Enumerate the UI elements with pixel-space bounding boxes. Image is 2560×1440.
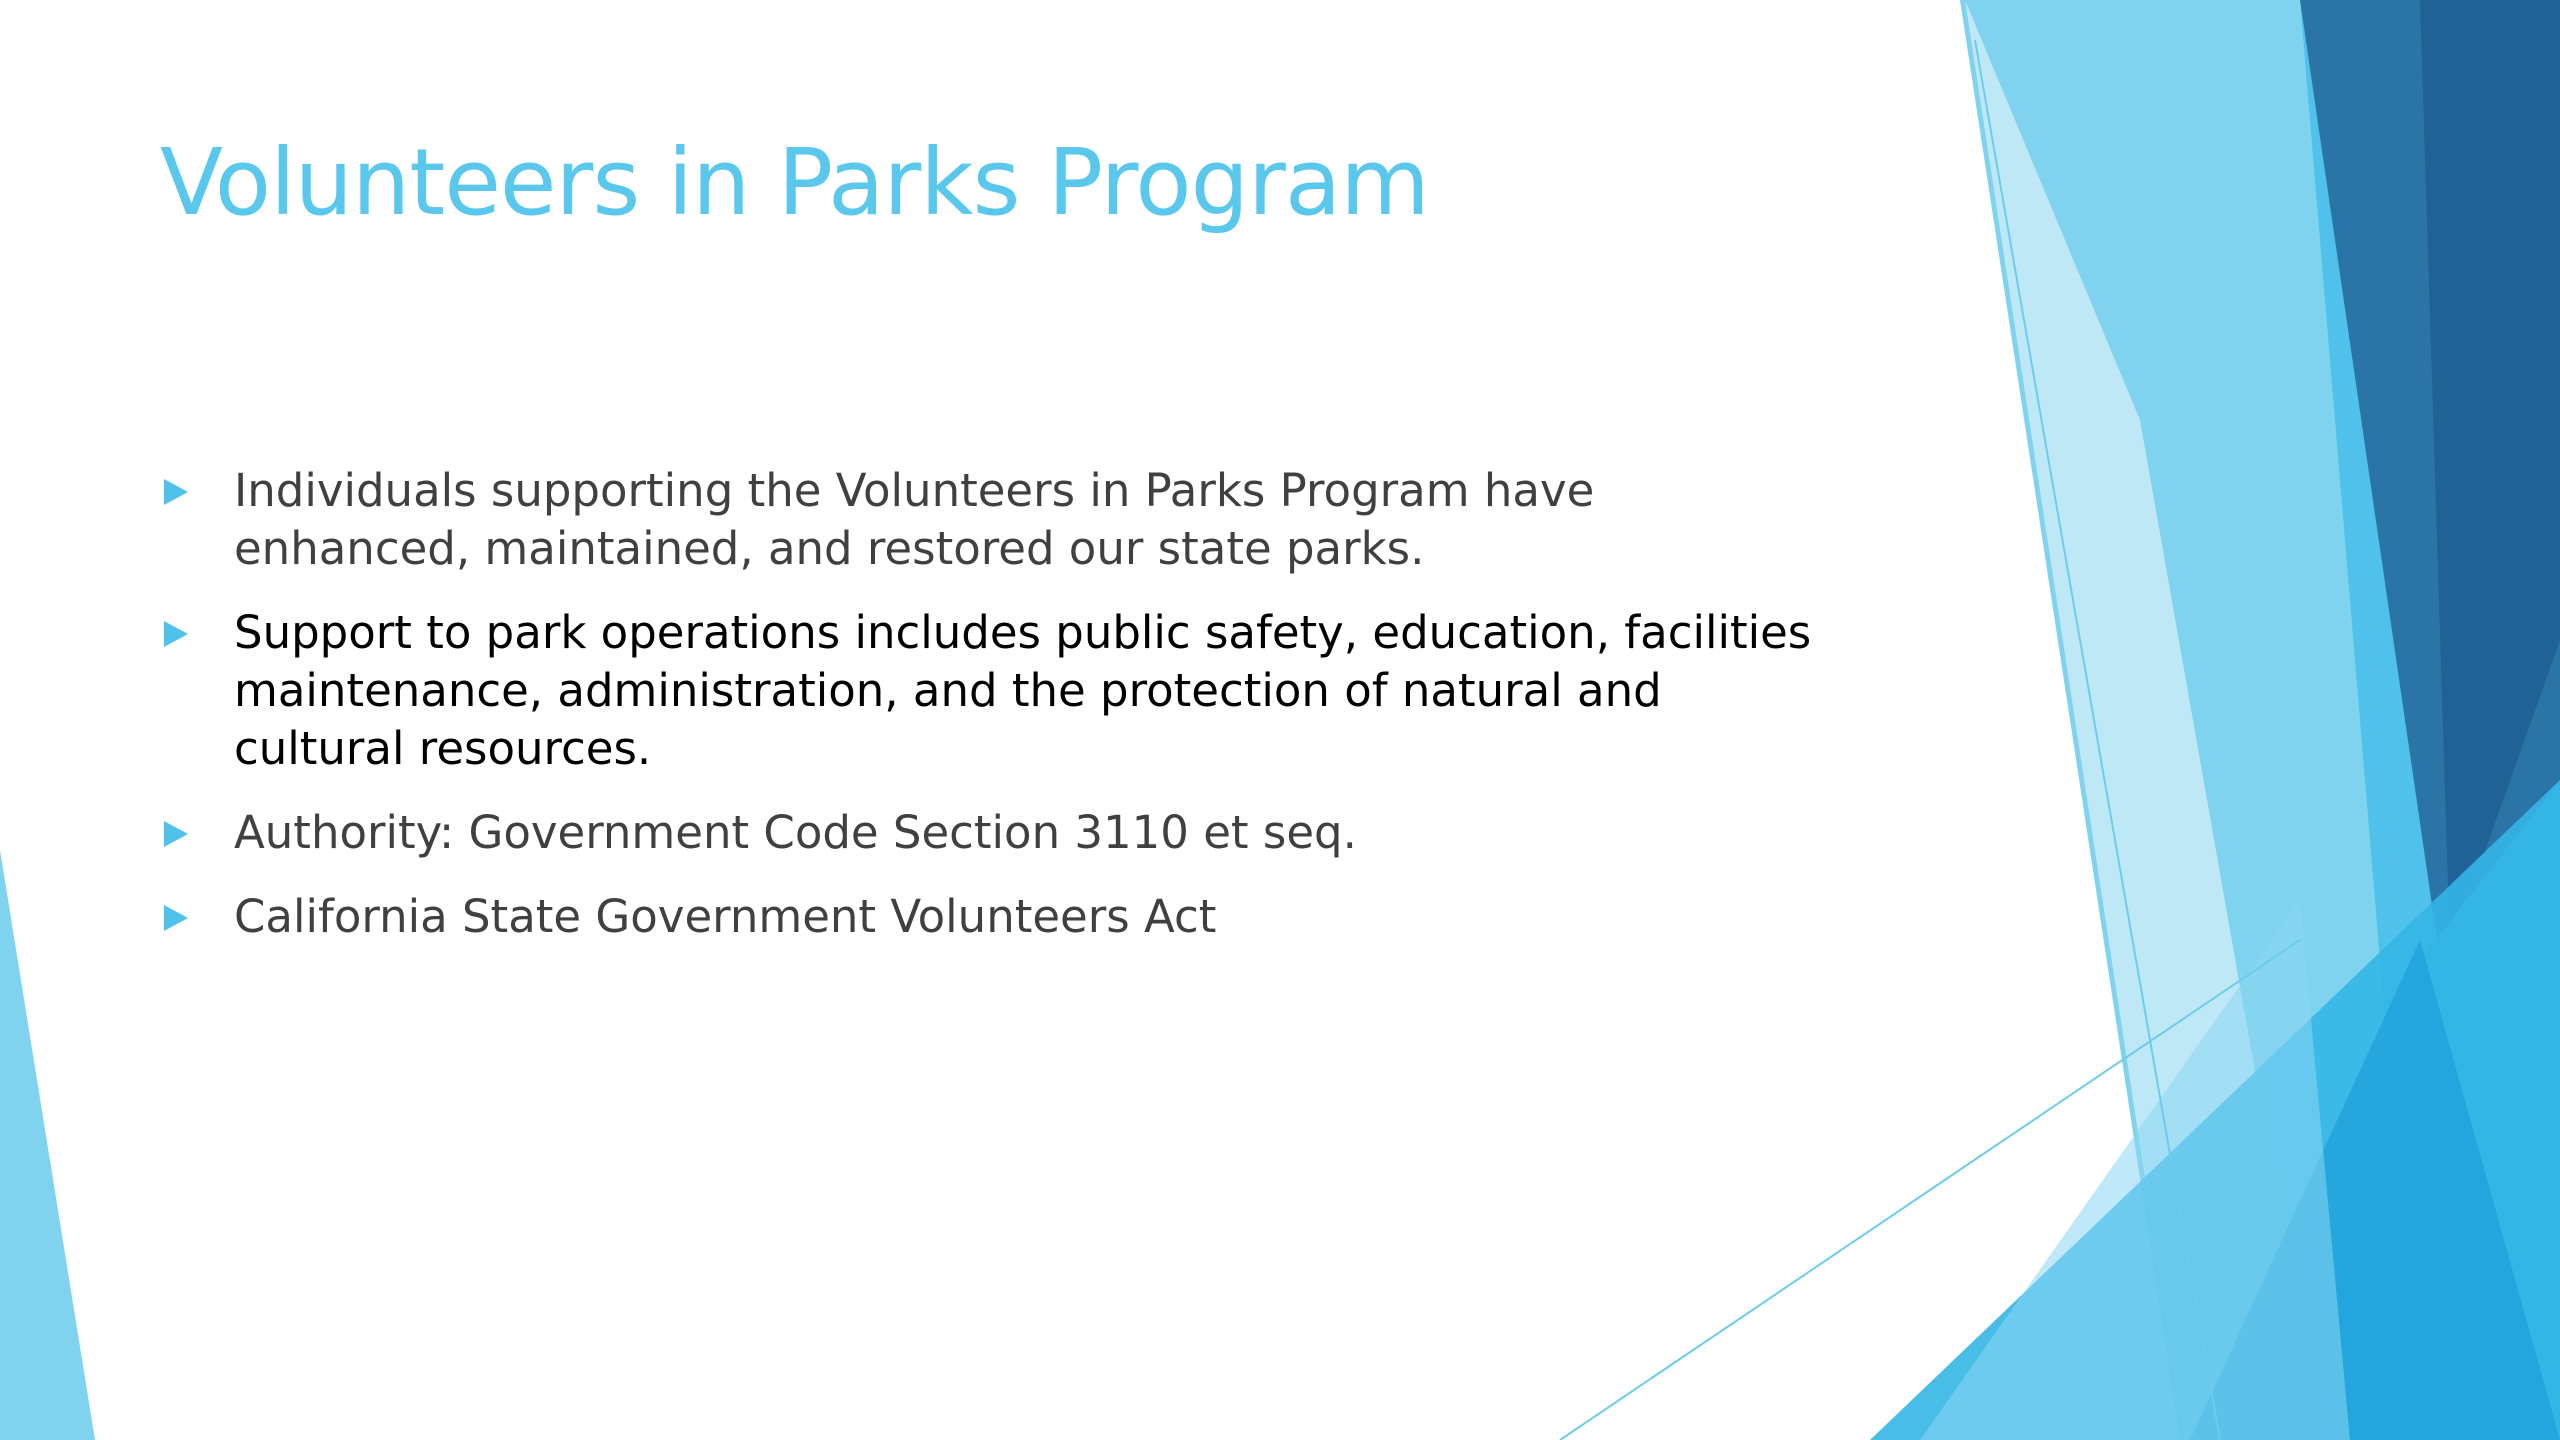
triangle-bullet-icon [164,905,188,931]
triangle-bullet-icon [164,821,188,847]
bullet-item-park-operations [160,604,1820,778]
triangle-bullet-icon [164,621,188,647]
bullet-item-authority [160,804,1820,862]
bullet-text: Individuals supporting the Volunteers in Parks Program have enhanced, maintained, and restored our state parks. [234,464,1595,575]
slide-title: Volunteers in Parks Program [160,129,1429,236]
bullet-text: Support to park operations includes public safety, education, facilities maintenance, administration, and the protection of natural and cultural resources. [234,606,1812,775]
facet-left-sliver [0,850,95,1440]
bullet-item-volunteers-act [160,888,1820,946]
bullet-item-enhanced-parks [160,462,1820,578]
bullet-text: Authority: Government Code Section 3110 et seq. [234,806,1357,859]
bullet-text: California State Government Volunteers Act [234,890,1217,943]
triangle-bullet-icon [164,479,188,505]
bullet-list [160,462,1820,972]
